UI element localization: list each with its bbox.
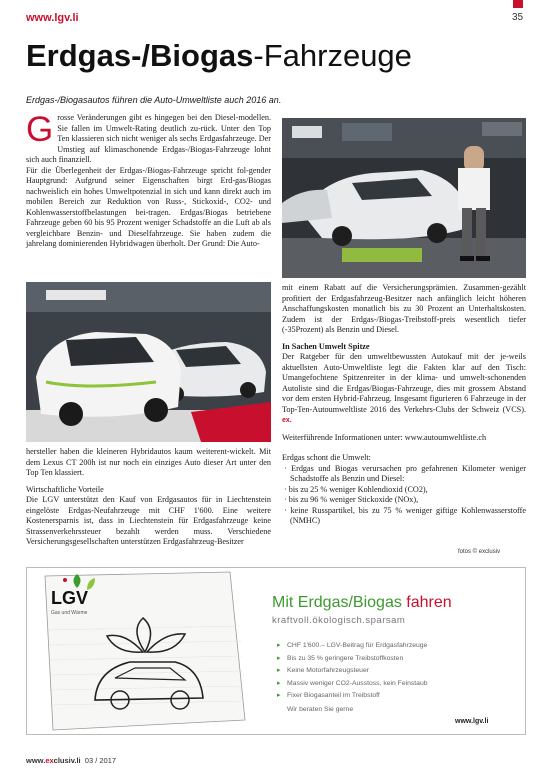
- paragraph-6-text: Der Ratgeber für den umweltbewussten Autokauf mit der je-weils aktuellsten Auto-Umweltliste legt die Fakten klar auf den Tisch: Umangefochtene Spitzenreiter in der klima- und umwelt-schonenden Autoliste sind die Erdgas/Biogas-Fahrzeuge, dies mit grossem Abstand vor dem ersten Hybrid-Fahrzeug. Insgesamt figurieren 6 Fahrzeuge in der Top-Ten-Autoumweltliste 2016 des Verkehrs-Clubs der Schweiz (VCS).: [282, 352, 526, 414]
- photo-credit: fotos © exclusiv: [458, 549, 501, 555]
- ad-benefit-item: ▸ CHF 1'600.– LGV-Beitrag für Erdgasfahrzeuge: [287, 640, 428, 653]
- ad-benefit-item: ▸ Massiv weniger CO2-Ausstoss, kein Feinstaub: [287, 678, 428, 691]
- column-left-top: [26, 110, 271, 250]
- column-right: [282, 283, 526, 527]
- lead-text: Erdgas-/Biogasautos führen die Auto-Umweltliste auch 2016 an.: [26, 95, 282, 105]
- footer-ex: ex: [45, 756, 54, 765]
- ad-benefit-item: ▸ Fixer Biogasanteil im Treibstoff: [287, 690, 428, 703]
- photo-man-with-car: [282, 118, 526, 278]
- ad-logo: LGV: [51, 588, 89, 608]
- subheading-wirtschaft: Wirtschaftliche Vorteile: [26, 484, 104, 494]
- ad-subline: kraftvoll.ökologisch.sparsam: [272, 615, 406, 626]
- ad-url[interactable]: www.lgv.li: [455, 718, 489, 725]
- ad-headline-b: fahren: [406, 594, 452, 611]
- article-title: [26, 38, 412, 74]
- ad-headline: [272, 594, 452, 612]
- paragraph-2: Für die Überlegenheit der Erdgas-/Biogas-Fahrzeuge spricht fol-gender Hauptgrund: Aufgrund seiner Eigenschaften birgt Erd-gas/Biogas nachweislich ein hohes Umweltpotenzial in sich und kann direkt auch im mobilen Bereich zur Reduktion von Russ-, Stickoxid-, CO2- und Kohlenwasserstoffbelastungen bei-tragen. Erdgas/Biogas betriebene Fahrzeuge geben 60 bis 95 Prozent weniger Schadstoffe an die Luft ab als vergleichbare Benzin- und Dieselfahrzeuge. Sie haben zudem die jahrelang dominierenden Hybridwagen überholt. Der Grund: Die Auto-: [26, 165, 271, 248]
- info-link[interactable]: Weiterführende Informationen unter: www.autoumweltliste.ch: [282, 432, 487, 442]
- bullet-item: · Erdgas und Biogas verursachen pro gefahrenen Kilometer weniger Schadstoffe als Benzin und Diesel:: [284, 463, 526, 483]
- paragraph-3: hersteller haben die kleineren Hybridautos kaum weiterent-wickelt. Mit dem Lexus CT 200h ist nur noch ein einziges Auto dieser Art unter den Top Ten klassiert.: [26, 447, 271, 477]
- bullet-item: · bis zu 25 % weniger Kohlendioxid (CO2),: [284, 484, 428, 494]
- title-bold: Erdgas-/Biogas: [26, 38, 254, 73]
- ad-benefit-list: [287, 640, 428, 703]
- footer-www: www.: [26, 756, 46, 765]
- footer-domain: clusiv.li: [53, 756, 81, 765]
- subheading-schont: Erdgas schont die Umwelt:: [282, 453, 371, 462]
- paragraph-1: rosse Veränderungen gibt es hingegen bei den Diesel-modellen. Sie fallen im Umwelt-Rating deutlich zu-rück. Unter den Top Ten klassieren sich nicht weniger als sechs Erdgasfahrzeuge. Der Umstieg auf klimaschonende Erdgas-/Biogas-Fahrzeuge lohnt sich auch finanziell.: [26, 113, 271, 164]
- drop-cap: G: [26, 110, 54, 149]
- ad-logo-sub: Gas und Wärme: [51, 610, 88, 616]
- ad-headline-a: Mit Erdgas/Biogas: [272, 594, 407, 611]
- subheading-umwelt: In Sachen Umwelt Spitze: [282, 341, 370, 351]
- paragraph-5: mit einem Rabatt auf die Versicherungsprämien. Zusammen-gezählt profitiert der Erdgasfahrzeug-Besitzer nach anfänglich leicht höheren Anschaffungskosten monatlich bis zu 30 Prozent an Unterhaltskosten. Zudem ist der Erdgas-/Biogas-Treibstoff-preis wesentlich tiefer (-35Prozent) als Benzin und Diesel.: [282, 283, 526, 334]
- paragraph-4: Die LGV unterstützt den Kauf von Erdgasautos für in Liechtenstein eingelöste Erdgas-Neufahrzeuge mit CHF 1'600. Eine weitere Kostenersparnis ist, dass in Liechtenstein für Erdgasfahrzeuge keine Strassenverkehrssteuer bezahlt werden muss. Verschiedene Versicherungsgesellschaften unterstützen Erdgasfahrzeug-Besitzer: [26, 495, 271, 546]
- page-corner-marker: [513, 0, 523, 8]
- footer-issue: 03 / 2017: [84, 756, 117, 765]
- footer: [26, 756, 116, 765]
- page-number: 35: [512, 12, 524, 23]
- header-site-url[interactable]: www.lgv.li: [26, 12, 79, 24]
- ad-benefit-item: ▸ Bis zu 35 % geringere Treibstoffkosten: [287, 653, 428, 666]
- ad-closing: Wir beraten Sie gerne: [287, 706, 354, 713]
- ad-benefit-item: ▸ Keine Motorfahrzeugsteuer: [287, 665, 428, 678]
- ex-mark: ex.: [282, 417, 292, 424]
- photo-cars-on-stand: [26, 282, 271, 442]
- column-left-bottom: [26, 447, 271, 548]
- title-light: -Fahrzeuge: [253, 38, 412, 73]
- paragraph-6: [282, 352, 526, 427]
- bullet-item: · bis zu 96 % weniger Stickoxide (NOx),: [284, 495, 419, 504]
- lgv-advertisement[interactable]: [26, 567, 526, 735]
- bullet-item: · keine Russpartikel, bis zu 75 % weniger giftige Kohlenwasserstoffe (NMHC): [284, 505, 526, 525]
